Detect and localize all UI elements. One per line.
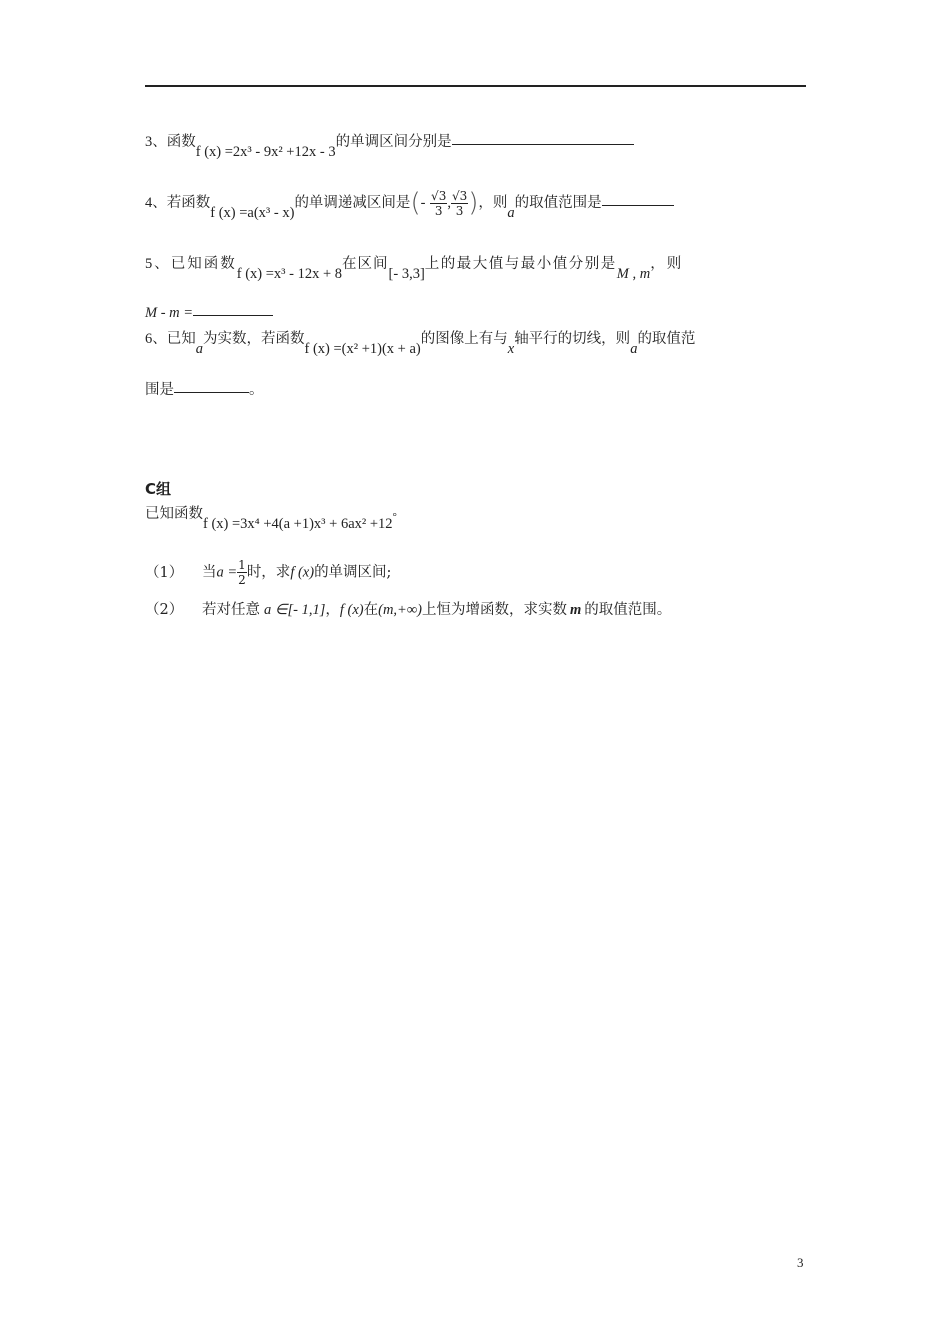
section-c-formula: f (x) =3x⁴ +4(a +1)x³ + 6ax² +12 <box>203 516 393 532</box>
problem-6-text-4: 的取值范 <box>637 331 696 347</box>
question-2-m: m <box>570 602 582 618</box>
interval-left-fraction <box>430 189 447 218</box>
question-1-fx: f (x) <box>290 564 315 581</box>
section-c-intro-text: 已知函数 <box>145 506 203 522</box>
problem-6-text-2: 的图像上有与 <box>420 331 508 347</box>
problem-4-label: 4、若函数 <box>145 195 211 211</box>
interval-comma: , <box>447 195 451 211</box>
answer-blank-5[interactable] <box>193 302 273 316</box>
problem-5-text-2: 上的最大值与最小值分别是 <box>424 256 617 272</box>
answer-blank-4[interactable] <box>602 192 674 206</box>
question-2-comma: ， <box>325 602 340 618</box>
question-1-number: （1） <box>145 564 184 581</box>
answer-blank-6[interactable] <box>174 379 249 393</box>
fraction-denominator: 3 <box>434 203 443 218</box>
problem-4-text-3: 的取值范围是 <box>514 195 602 211</box>
question-2-text-2: 在 <box>363 602 379 618</box>
problem-4 <box>145 188 674 221</box>
problem-5-text-1: 在区间 <box>342 256 389 272</box>
fraction-denominator: 2 <box>238 573 246 587</box>
question-1-text-2: 时，求 <box>246 564 291 581</box>
fraction-numerator: 1 <box>238 558 246 572</box>
question-2 <box>145 598 671 619</box>
variable-a: a <box>507 205 515 221</box>
problem-3-formula: f (x) =2x³ - 9x² +12x - 3 <box>195 144 336 160</box>
question-1-fraction <box>237 558 247 587</box>
question-2-text-3: 上恒为增函数，求实数 <box>422 602 568 618</box>
question-1-text-1: 当 <box>202 564 217 581</box>
problem-3-label: 3、函数 <box>145 134 196 150</box>
interval-minus: - <box>420 195 426 211</box>
section-c-formula-end: ° <box>392 511 397 523</box>
interval-close-bracket: ) <box>468 188 479 218</box>
problem-6-text-5: 围是 <box>145 382 174 398</box>
page-number: 3 <box>797 1255 804 1270</box>
problem-6-label: 6、已知 <box>145 331 196 347</box>
problem-6 <box>145 327 696 357</box>
question-2-fx: f (x) <box>339 602 364 618</box>
problem-3-text: 的单调区间分别是 <box>335 134 452 150</box>
fraction-numerator: √3 <box>431 188 447 203</box>
problem-6-text-3: 轴平行的切线，则 <box>514 331 631 347</box>
problem-5-vars: M , m <box>616 266 651 282</box>
question-2-text-4: 的取值范围。 <box>584 602 672 618</box>
problem-5 <box>145 252 684 282</box>
problem-6-end: 。 <box>249 382 264 398</box>
question-2-interval: (m,+∞) <box>378 602 423 618</box>
problem-5-expression: M - m = <box>145 305 194 321</box>
problem-5-label: 5、已知函数 <box>145 256 237 272</box>
problem-5-formula: f (x) =x³ - 12x + 8 <box>236 266 343 282</box>
problem-6-cont <box>145 378 264 399</box>
answer-blank-3[interactable] <box>452 131 634 145</box>
fraction-numerator: √3 <box>451 188 468 203</box>
problem-5-text-3: ，则 <box>650 256 684 272</box>
problem-4-formula: f (x) =a(x³ - x) <box>210 205 295 221</box>
question-2-number: （2） <box>145 602 184 618</box>
problem-5-interval: [- 3,3] <box>388 266 425 282</box>
problem-3 <box>145 130 634 160</box>
problem-6-text-1: 为实数，若函数 <box>203 331 305 347</box>
problem-5-cont <box>145 302 273 322</box>
question-1-condition: a = <box>216 564 238 581</box>
interval-right-fraction <box>451 189 468 218</box>
section-c-heading: C组 <box>145 480 172 498</box>
question-2-condition: a ∈[- 1,1] <box>264 602 326 618</box>
question-2-text-1: 若对任意 <box>202 602 260 618</box>
problem-6-formula: f (x) =(x² +1)(x + a) <box>304 341 421 357</box>
fraction-denominator: 3 <box>455 203 464 218</box>
question-1-text-3: 的单调区间; <box>314 564 392 581</box>
section-c-intro <box>145 502 397 532</box>
header-rule <box>145 85 806 87</box>
interval-open-bracket: ( <box>410 188 421 218</box>
problem-4-text-2: ，则 <box>478 195 508 211</box>
variable-a: a <box>195 341 203 357</box>
problem-4-text-1: 的单调递减区间是 <box>294 195 411 211</box>
variable-a: a <box>630 341 638 357</box>
variable-x: x <box>507 341 515 357</box>
question-1 <box>145 558 391 587</box>
